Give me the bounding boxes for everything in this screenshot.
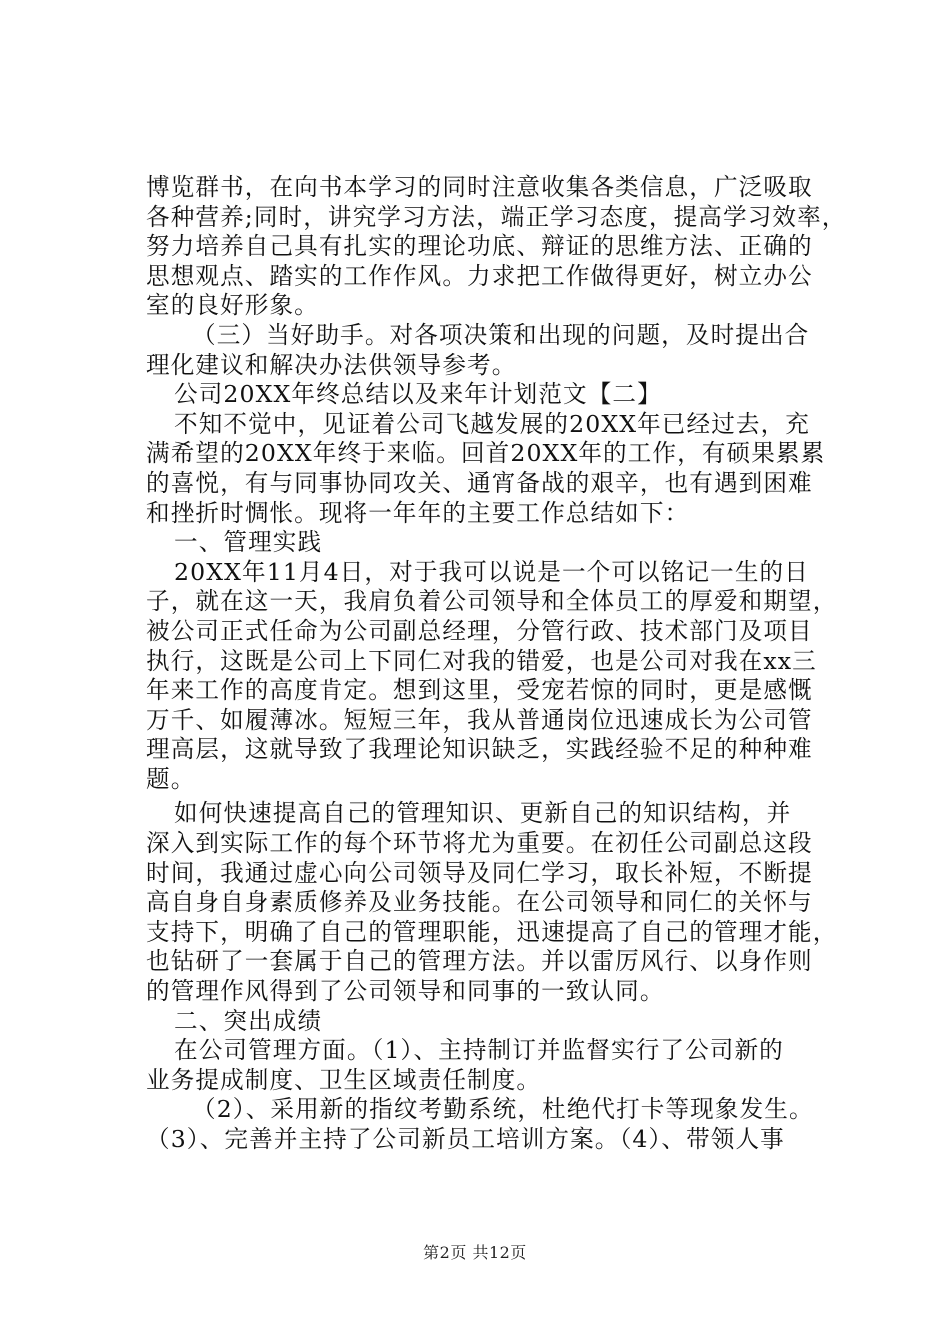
text-line: 各种营养;同时，讲究学习方法，端正学习态度，提高学习效率， — [146, 202, 847, 231]
text-line: 理高层，这就导致了我理论知识缺乏，实践经验不足的种种难 — [146, 735, 813, 764]
text-line: 公司20XX年终总结以及来年计划范文【二】 — [174, 380, 662, 409]
text-line: 和挫折时惆怅。现将一年年的主要工作总结如下： — [146, 498, 690, 527]
text-line: 的管理作风得到了公司领导和同事的一致认同。 — [146, 977, 665, 1006]
text-line: 高自身自身素质修养及业务技能。在公司领导和同仁的关怀与 — [146, 888, 813, 917]
text-line: 也钻研了一套属于自己的管理方法。并以雷厉风行、以身作则 — [146, 947, 813, 976]
text-line: 万千、如履薄冰。短短三年，我从普通岗位迅速成长为公司管 — [146, 705, 813, 734]
page-footer: 第2页 共12页 — [423, 1243, 527, 1262]
text-line: 博览群书，在向书本学习的同时注意收集各类信息，广泛吸取 — [146, 173, 813, 201]
text-line: 业务提成制度、卫生区域责任制度。 — [146, 1065, 542, 1094]
text-line: 思想观点、踏实的工作作风。力求把工作做得更好，树立办公 — [146, 261, 813, 290]
text-line: 室的良好形象。 — [146, 291, 319, 320]
text-line: 年来工作的高度肯定。想到这里，受宠若惊的同时，更是感慨 — [146, 676, 813, 705]
text-line: 一、管理实践 — [174, 528, 323, 557]
text-line: 努力培养自己具有扎实的理论功底、辩证的思维方法、正确的 — [146, 232, 813, 261]
text-line: 深入到实际工作的每个环节将尤为重要。在初任公司副总这段 — [146, 829, 813, 858]
text-line: 题。 — [146, 764, 196, 793]
text-line: 支持下，明确了自己的管理职能，迅速提高了自己的管理才能， — [146, 917, 838, 946]
text-line: 的喜悦，有与同事协同攻关、通宵备战的艰辛，也有遇到困难 — [146, 468, 813, 497]
text-line: 满希望的20XX年终于来临。回首20XX年的工作，有硕果累累 — [146, 439, 826, 468]
text-line: （2）、采用新的指纹考勤系统，杜绝代打卡等现象发生。 — [192, 1095, 814, 1124]
text-line: 如何快速提高自己的管理知识、更新自己的知识结构，并 — [174, 799, 792, 828]
text-line: 20XX年11月4日，对于我可以说是一个可以铭记一生的日 — [174, 557, 809, 586]
text-line: 时间，我通过虚心向公司领导及同仁学习，取长补短，不断提 — [146, 858, 813, 887]
text-line: （三）当好助手。对各项决策和出现的问题，及时提出合 — [192, 320, 810, 349]
text-line: 子，就在这一天，我肩负着公司领导和全体员工的厚爱和期望， — [146, 587, 838, 616]
text-line: 被公司正式任命为公司副总经理，分管行政、技术部门及项目 — [146, 616, 813, 645]
text-line: 理化建议和解决办法供领导参考。 — [146, 350, 517, 379]
text-line: 不知不觉中，见证着公司飞越发展的20XX年已经过去，充 — [174, 409, 810, 438]
text-line: 在公司管理方面。（1）、主持制订并监督实行了公司新的 — [174, 1036, 784, 1065]
text-line: 执行，这既是公司上下同仁对我的错爱，也是公司对我在xx三 — [146, 646, 817, 675]
text-line: （3）、完善并主持了公司新员工培训方案。（4）、带领人事 — [146, 1125, 785, 1153]
text-line: 二、突出成绩 — [174, 1006, 323, 1035]
document-body — [146, 173, 847, 1155]
